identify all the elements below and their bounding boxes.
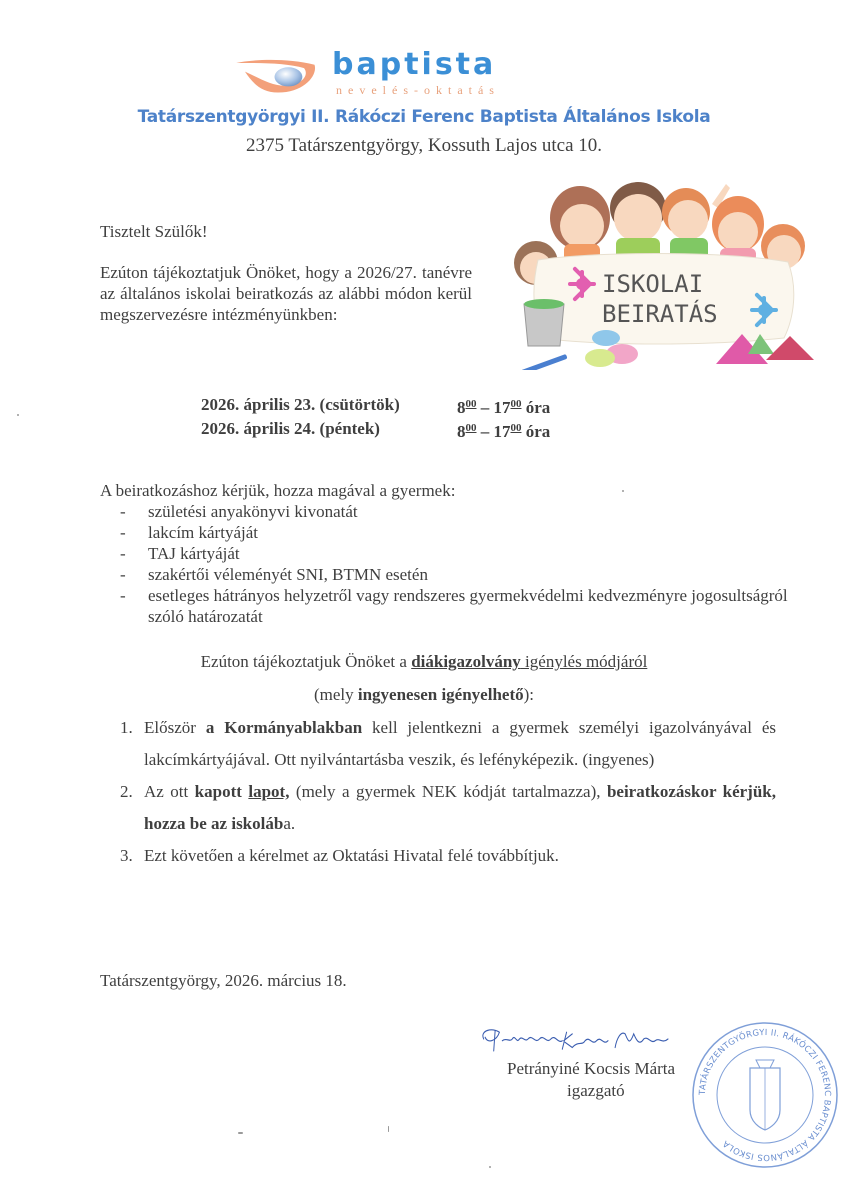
scan-dust — [622, 490, 624, 492]
school-address: 2375 Tatárszentgyörgy, Kossuth Lajos utca 10. — [245, 135, 603, 156]
schedule-row — [201, 394, 550, 418]
child-figure — [550, 186, 610, 262]
stamp-text: TATÁRSZENTGYÖRGYI II. RÁKÓCZI FERENC BAPTISTA ÁLTALÁNOS ISKOLA — [697, 1027, 833, 1163]
documents-intro: A beiratkozáshoz kérjük, hozza magával a gyermek: — [100, 481, 456, 500]
student-id-subheading: (mely ingyenesen igényelhető): — [313, 685, 535, 704]
scan-dust — [489, 1166, 491, 1168]
child-figure — [712, 196, 764, 262]
child-figure — [610, 182, 666, 260]
step-item: 2. Az ott kapott lapot, (mely a gyermek NEK kódját tartalmazza), beiratkozáskor kérjük, hozza be az iskolába. — [120, 782, 776, 833]
logo-tagline: nevelés-oktatás — [336, 83, 500, 97]
student-id-steps — [120, 712, 776, 872]
student-id-heading: Ezúton tájékoztatjuk Önöket a diákigazolvány igénylés módjáról — [200, 652, 648, 671]
signer-name: Petrányiné Kocsis Márta — [507, 1059, 676, 1078]
documents-list — [120, 501, 790, 627]
schedule-row — [201, 418, 550, 442]
signer-title: igazgató — [567, 1081, 625, 1100]
place-and-date: Tatárszentgyörgy, 2026. március 18. — [100, 971, 347, 990]
list-item: - lakcím kártyáját — [120, 523, 258, 542]
schedule-time: $8^{00} - 17^{00}$ óra — [457, 398, 551, 417]
logo-word: baptista — [332, 47, 497, 82]
paint-bucket-icon — [521, 299, 568, 370]
salutation: Tisztelt Szülők! — [100, 222, 208, 241]
handwritten-signature — [478, 1022, 678, 1056]
scan-dust — [238, 1132, 243, 1134]
school-stamp — [690, 1020, 840, 1170]
enrollment-schedule — [201, 394, 550, 442]
scan-dust — [17, 414, 19, 416]
schedule-date: 2026. április 24. (péntek) — [201, 419, 380, 438]
banner-line-2: BEIRATÁS — [602, 300, 718, 328]
list-item: - esetleges hátrányos helyzetről vagy rendszeres gyermekvédelmi kedvezményre jogosultságról szóló határozatát — [120, 586, 788, 626]
list-item: - születési anyakönyvi kivonatát — [120, 502, 358, 521]
banner-line-1: ISKOLAI — [602, 270, 704, 298]
list-item: - szakértői véleményét SNI, BTMN esetén — [120, 565, 428, 584]
scan-dust — [388, 1126, 389, 1132]
list-item: - TAJ kártyáját — [120, 544, 240, 563]
school-name: Tatárszentgyörgyi II. Rákóczi Ferenc Baptista Általános Iskola — [137, 107, 711, 127]
intro-paragraph: Ezúton tájékoztatjuk Önöket, hogy a 2026/27. tanévre az általános iskolai beiratkozás az alábbi módon kerül megszervezésre intézményünkben: — [100, 263, 472, 324]
schedule-time: $8^{00} - 17^{00}$ óra — [457, 422, 551, 441]
schedule-date: 2026. április 23. (csütörtök) — [201, 395, 400, 414]
enrollment-illustration — [498, 178, 816, 370]
step-item: 1. Először a Kormányablakban kell jelentkezni a gyermek személyi igazolványával és lakcímkártyájával. Ott nyilvántartásba veszik, és lefényképezik. (ingyenes) — [120, 718, 776, 769]
step-item: 3. Ezt követően a kérelmet az Oktatási Hivatal felé továbbítjuk. — [120, 846, 559, 865]
logo-swoosh-icon — [228, 56, 328, 96]
baptista-logo — [228, 47, 568, 102]
